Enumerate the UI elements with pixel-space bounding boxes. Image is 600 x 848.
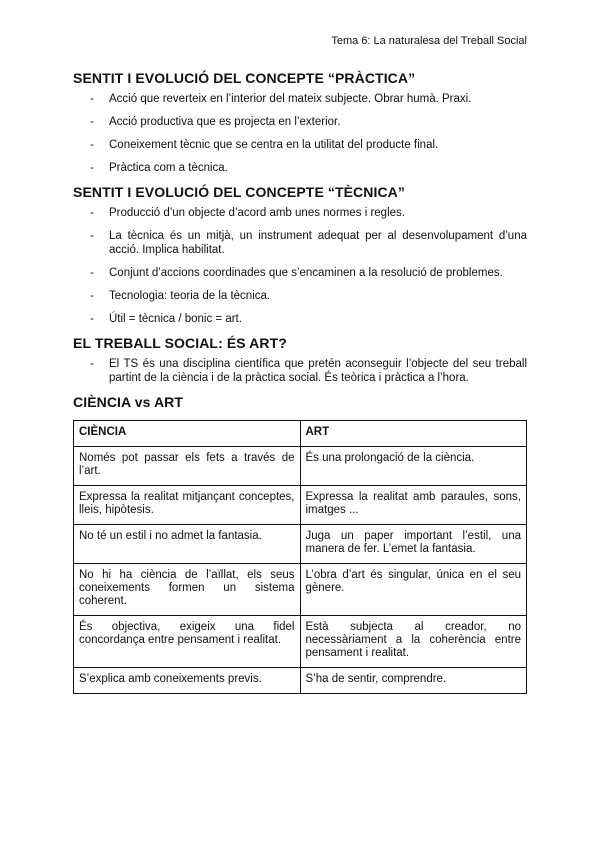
dash-marker: - [90, 139, 94, 151]
table-cell: És objectiva, exigeix una fidel concordança entre pensament i realitat. [74, 616, 301, 668]
table-cell: És una prolongació de la ciència. [300, 447, 527, 486]
table-row [74, 486, 527, 525]
list-item: - La tècnica és un mitjà, un instrument adequat per al desenvolupament d’una acció. Implica habilitat. [90, 230, 527, 256]
table-row [74, 525, 527, 564]
dash-marker: - [90, 230, 94, 242]
table-row [74, 668, 527, 694]
table-row [74, 564, 527, 616]
list-item: - Pràctica com a tècnica. [90, 162, 228, 174]
table-cell: S’ha de sentir, comprendre. [300, 668, 527, 694]
section-title-tecnica: SENTIT I EVOLUCIÓ DEL CONCEPTE “TÈCNICA” [73, 184, 405, 200]
table-cell: Juga un paper important l’estil, una manera de fer. L’emet la fantasia. [300, 525, 527, 564]
tecnica-list [73, 206, 527, 326]
treball-social-list [73, 357, 527, 385]
practica-list [73, 92, 527, 175]
list-item: - Acció que reverteix en l’interior del mateix subjecte. Obrar humà. Praxi. [90, 93, 472, 105]
running-header: Tema 6: La naturalesa del Treball Social [331, 35, 527, 47]
list-item: - Tecnologia: teoria de la tècnica. [90, 290, 271, 302]
list-item: - Acció productiva que es projecta en l’exterior. [90, 116, 341, 128]
column-header-art: ART [300, 421, 527, 447]
table-cell: Està subjecta al creador, no necessàriament a la coherència entre pensament i realitat. [300, 616, 527, 668]
table-row [74, 616, 527, 668]
section-title-treball-social: EL TREBALL SOCIAL: ÉS ART? [73, 335, 287, 351]
dash-marker: - [90, 267, 94, 279]
comparison-table [73, 420, 527, 694]
dash-marker: - [90, 207, 94, 219]
dash-marker: - [90, 313, 94, 325]
dash-marker: - [90, 93, 94, 105]
table-row [74, 447, 527, 486]
list-item: - Útil = tècnica / bonic = art. [90, 313, 242, 325]
table-cell: Expressa la realitat amb paraules, sons, imatges ... [300, 486, 527, 525]
table-cell: Només pot passar els fets a través de l’art. [74, 447, 301, 486]
table-cell: Expressa la realitat mitjançant conceptes, lleis, hipòtesis. [74, 486, 301, 525]
table-cell: No té un estil i no admet la fantasia. [74, 525, 301, 564]
list-item: - Coneixement tècnic que se centra en la utilitat del producte final. [90, 139, 439, 151]
table-cell: No hi ha ciència de l’aïllat, els seus coneixements formen un sistema coherent. [74, 564, 301, 616]
table-cell: L’obra d’art és singular, única en el seu gènere. [300, 564, 527, 616]
dash-marker: - [90, 116, 94, 128]
list-item: - El TS és una disciplina científica que pretén aconseguir l’objecte del seu treball partint de la ciència i de la pràctica social. És teòrica i pràctica a l’hora. [90, 358, 527, 384]
table-cell: S’explica amb coneixements previs. [74, 668, 301, 694]
dash-marker: - [90, 290, 94, 302]
dash-marker: - [90, 358, 94, 370]
table-header-row [74, 421, 527, 447]
list-item: - Producció d’un objecte d’acord amb unes normes i regles. [90, 207, 405, 219]
list-item: - Conjunt d’accions coordinades que s’encaminen a la resolució de problemes. [90, 267, 503, 279]
column-header-ciencia: CIÈNCIA [74, 421, 301, 447]
document-body [73, 70, 527, 694]
dash-marker: - [90, 162, 94, 174]
comparison-title: CIÈNCIA vs ART [73, 394, 184, 410]
section-title-practica: SENTIT I EVOLUCIÓ DEL CONCEPTE “PRÀCTICA” [73, 70, 416, 86]
